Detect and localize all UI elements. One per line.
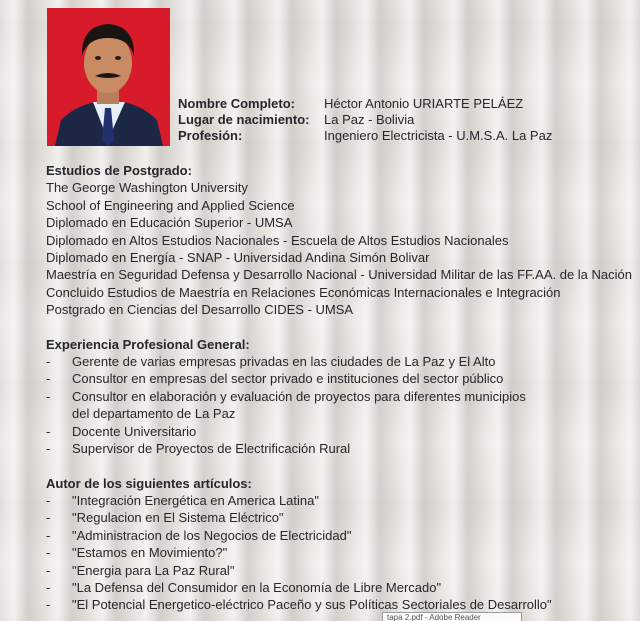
article-item: - "Energia para La Paz Rural"	[46, 562, 235, 578]
postgrad-item: Diplomado en Energía - SNAP - Universidad Andina Simón Bolivar	[46, 250, 430, 266]
info-label: Profesión:	[178, 128, 243, 143]
resume-content	[46, 162, 634, 614]
info-label: Nombre Completo:	[178, 96, 295, 111]
experience-heading: Experiencia Profesional General:	[46, 336, 250, 352]
article-item: - "Administracion de los Negocios de Electricidad"	[46, 527, 352, 543]
postgrad-item: Diplomado en Educación Superior - UMSA	[46, 215, 293, 231]
info-value: Héctor Antonio URIARTE PELÁEZ	[324, 96, 524, 111]
experience-item: - Gerente de varias empresas privadas en las ciudades de La Paz y El Alto	[46, 354, 496, 370]
info-value: La Paz - Bolivia	[324, 112, 415, 127]
article-item: - "La Defensa del Consumidor en la Economía de Libre Mercado"	[46, 579, 442, 595]
info-row-name	[178, 96, 552, 112]
postgrad-heading: Estudios de Postgrado:	[46, 163, 192, 178]
postgrad-item: Postgrado en Ciencias del Desarrollo CIDES - UMSA	[46, 302, 354, 318]
article-item: - "Estamos en Movimiento?"	[46, 545, 228, 561]
postgrad-item: Maestría en Seguridad Defensa y Desarrollo Nacional - Universidad Militar de las FF.AA. de la Nación	[46, 267, 632, 283]
postgrad-item: The George Washington University	[46, 180, 248, 196]
postgrad-item: Diplomado en Altos Estudios Nacionales - Escuela de Altos Estudios Nacionales	[46, 232, 509, 248]
articles-heading: Autor de los siguientes artículos:	[46, 475, 252, 491]
postgrad-item: Concluido Estudios de Maestría en Relaciones Económicas Internacionales e Integración	[46, 284, 561, 300]
experience-item: - Supervisor de Proyectos de Electrificación Rural	[46, 441, 351, 457]
experience-item: - Consultor en empresas del sector privado e instituciones del sector público	[46, 371, 504, 387]
article-item: - "Integración Energética en America Latina"	[46, 492, 319, 508]
experience-item: - Consultor en elaboración y evaluación de proyectos para diferentes municipios del departamento de La Paz	[46, 388, 526, 422]
personal-info	[178, 96, 552, 144]
info-label: Lugar de nacimiento:	[178, 112, 310, 127]
portrait-photo	[47, 8, 170, 146]
info-row-profession	[178, 128, 552, 144]
article-item: - "Regulacion en El Sistema Eléctrico"	[46, 510, 284, 526]
info-row-birthplace	[178, 112, 552, 128]
taskbar-window-button[interactable]: tapa 2.pdf - Adobe Reader	[382, 612, 522, 621]
article-item: - "El Potencial Energetico-eléctrico Paceño y sus Políticas Sectoriales de Desarrollo"	[46, 597, 552, 613]
postgrad-item: School of Engineering and Applied Science	[46, 197, 295, 213]
info-value: Ingeniero Electricista - U.M.S.A. La Paz	[324, 128, 553, 143]
experience-item: - Docente Universitario	[46, 423, 197, 439]
